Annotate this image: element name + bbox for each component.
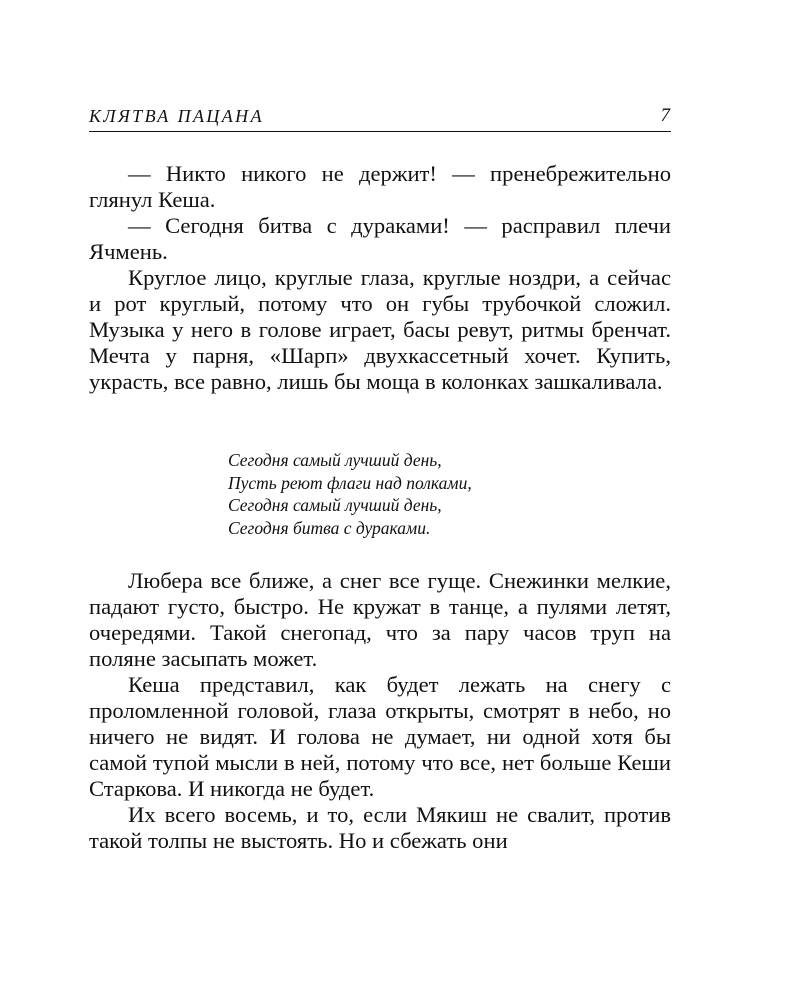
poem-line: Сегодня самый лучший день, [228, 495, 442, 515]
poem-line: Сегодня битва с дураками. [228, 517, 431, 538]
paragraph: Круглое лицо, круглые глаза, круглые ноздри, а сейчас и рот круглый, потому что он губы трубочкой сложил. Музыка у него в голове играет, басы ревут, ритмы бренчат. Мечта у парня, «Шарп» двухкассетный хочет. Купить, украсть, все равно, лишь бы моща в колонках зашкаливала. [89, 265, 671, 394]
paragraph: Любера все ближе, а снег все гуще. Снежинки мелкие, падают густо, быстро. Не кружат в танце, а пулями летят, очередями. Такой снегопад, что за пару часов труп на поляне засыпать может. [89, 568, 671, 671]
page-number: 7 [660, 105, 670, 126]
poem [228, 449, 472, 539]
book-title: КЛЯТВА ПАЦАНА [89, 106, 264, 126]
paragraph: Их всего восемь, и то, если Мякиш не свалит, против такой толпы не выстоять. Но и сбежать они [89, 802, 671, 853]
poem-line: Сегодня самый лучший день, [228, 450, 442, 470]
poem-line: Пусть реют флаги над полками, [228, 472, 472, 493]
text-block-before-poem [89, 161, 671, 395]
paragraph: — Сегодня битва с дураками! — расправил плечи Ячмень. [89, 213, 671, 264]
paragraph: — Никто никого не держит! — пренебрежительно глянул Кеша. [89, 161, 671, 212]
paragraph: Кеша представил, как будет лежать на снегу с проломленной головой, глаза открыты, смотрят в небо, но ничего не видят. И голова не думает, ни одной хотя бы самой тупой мысли в ней, потому что все, нет больше Кеши Старкова. И никогда не будет. [89, 672, 671, 801]
running-header [89, 105, 671, 132]
text-block-after-poem [89, 568, 671, 854]
